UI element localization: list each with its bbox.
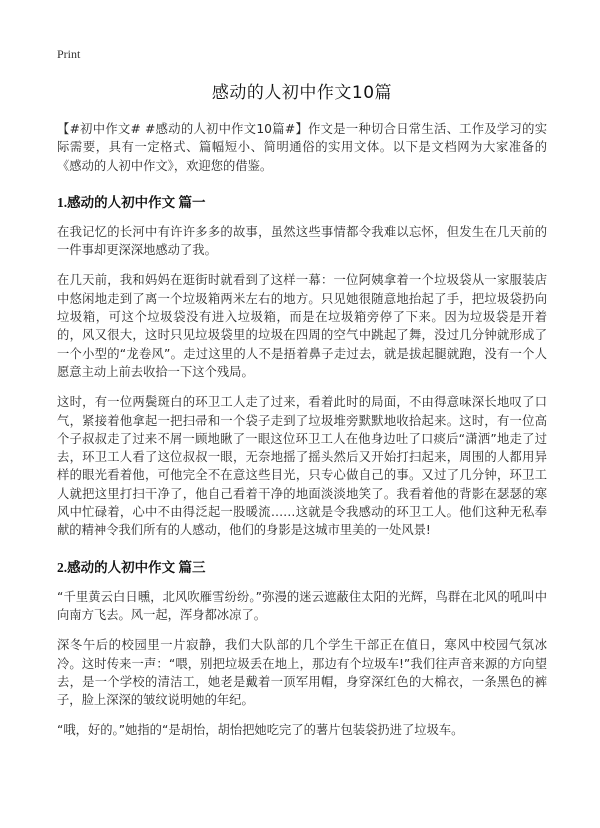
- intro-paragraph: 【#初中作文# #感动的人初中作文10篇#】作文是一种切合日常生活、工作及学习的实际需要，具有一定格式、篇幅短小、简明通俗的实用文体。以下是文档网为大家准备的《感动的人初中作文》，欢迎您的借鉴。: [57, 122, 547, 173]
- section-1-paragraph-1: 在我记忆的长河中有许许多多的故事，虽然这些事情都令我难以忘怀，但发生在几天前的一件事却更深深地感动了我。: [57, 224, 547, 258]
- section-1-paragraph-2: 在几天前，我和妈妈在逛街时就看到了这样一幕：一位阿姨拿着一个垃圾袋从一家服装店中悠闲地走到了离一个垃圾箱两米左右的地方。只见她很随意地抬起了手，把垃圾袋扔向垃圾箱，可这个垃圾袋没有进入垃圾箱，而是在垃圾箱旁停了下来。因为垃圾袋是开着的，风又很大，这时只见垃圾袋里的垃圾在四周的空气中跳起了舞，没过几分钟就形成了一个小型的“龙卷风”。走过这里的人不是捂着鼻子走过去，就是拔起腿就跑，没有一个人愿意主动上前去收拾一下这个残局。: [57, 273, 547, 379]
- section-1-paragraph-3: 这时，有一位两鬓斑白的环卫工人走了过来，看着此时的局面，不由得意味深长地叹了口气，紧接着他拿起一把扫帚和一个袋子走到了垃圾堆旁默默地收拾起来。这时，有一位高个子叔叔走了过来不屑一顾地瞅了一眼这位环卫工人在他身边吐了口痰后“潇洒”地走了过去，环卫工人看了这位叔叔一眼，无奈地摇了摇头然后又开始打扫起来，周围的人都用异样的眼光看着他，可他完全不在意这些目光，只专心做自己的事。又过了几分钟，环卫工人就把这里打扫干净了，他自己看着干净的地面淡淡地笑了。我看着他的背影在瑟瑟的寒风中忙碌着，心中不由得泛起一股暖流……这就是令我感动的环卫工人。他们这种无私奉献的精神令我们所有的人感动，他们的身影是这城市里美的一处风景!: [57, 395, 547, 538]
- section-heading-2: 2.感动的人初中作文 篇三: [57, 559, 206, 575]
- document-body: [57, 78, 547, 752]
- section-2-paragraph-3: “哦，好的。”她指的“是胡怡，胡怡把她吃完了的薯片包装袋扔进了垃圾车。: [57, 723, 464, 738]
- print-label[interactable]: Print: [57, 47, 81, 61]
- section-heading-1: 1.感动的人初中作文 篇一: [57, 194, 206, 210]
- page-title: 感动的人初中作文10篇: [211, 83, 393, 103]
- section-2-paragraph-1: “千里黄云白日曛，北风吹雁雪纷纷。”弥漫的迷云遮蔽住太阳的光辉，鸟群在北风的吼叫中向南方飞去。风一起，浑身都冰凉了。: [57, 589, 547, 622]
- section-2-paragraph-2: 深冬午后的校园里一片寂静，我们大队部的几个学生干部正在值日，寒风中校园气氛冰冷。这时传来一声：“喂，别把垃圾丢在地上，那边有个垃圾车!”我们往声音来源的方向望去，是一个学校的清洁工，她老是戴着一顶军用帽，身穿深红色的大棉衣，一条黑色的裤子，脸上深深的皱纹说明她的年纪。: [57, 638, 547, 708]
